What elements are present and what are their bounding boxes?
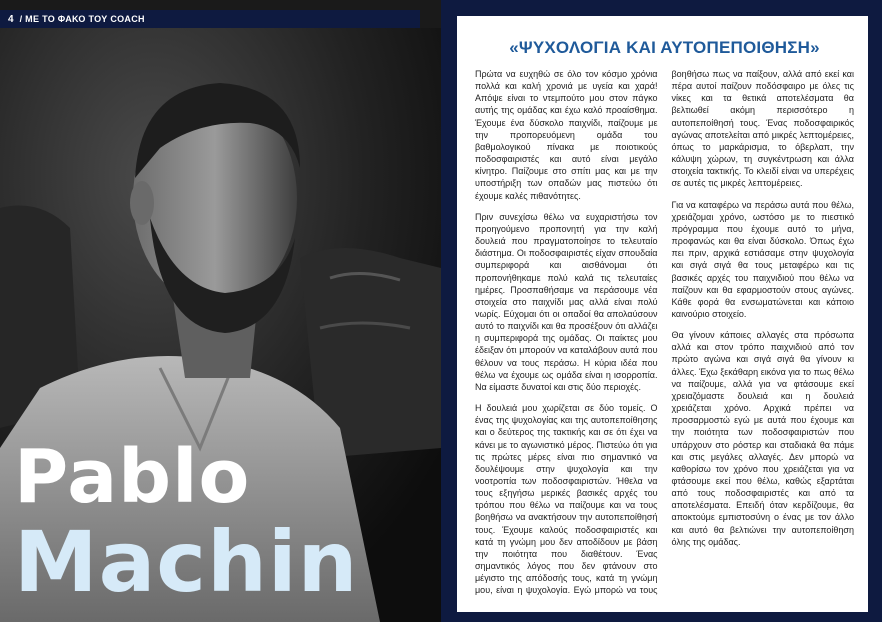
article-panel (457, 16, 868, 612)
article-paragraph: Θα γίνουν κάποιες αλλαγές στα πρόσωπα αλλά και στον τρόπο παιχνιδιού από τον πρώτο αγώνα και σιγά σιγά θα γίνουν κι άλλες. Έχω ξεκάθαρη εικόνα για το πως θέλω να παίζουμε, αλλά για να φτάσουμε εκεί χρειαζόμαστε δουλειά και η δουλειά χρειάζεται χρόνο. Αρχικά πρέπει να προσαρμοστώ εγώ με αυτά που έχουμε και την ποιότητα των ποδοσφαιριστών που υπάρχουν στο ρόστερ και σταδιακά θα πάμε και στις μεγάλες αλλαγές. Δεν μπορώ να καθορίσω τον χρόνο που χρειάζεται για να φτάσουμε εκεί που θέλω, καθώς εξαρτάται από τους ποδοσφαιριστές και από τα αποτελέσματα. Επειδή όταν κερδίζουμε, θα αποκτούμε εμπιστοσύνη ο ένας με τον άλλο και αυτό θα βελτιώνει την αυτοπεποίθηση όλης της ομάδας. (671, 330, 854, 547)
article-paragraph: Η δουλειά μου χωρίζεται σε δύο τομείς. Ο ένας της ψυχολογίας και της αυτοπεποίθησης και ο δεύτερος της τακτικής και σε ότι έχει να κάνει με το αγωνιστικό μέρος. Πιστεύω ότι για τις πρώτες μέρες είναι πιο σημαντικό να δουλέψουμε στην ψυχολογία και την νοοτροπία των ποδοσφαιριστών. Ήθελα να τους εξηγήσω μερικές βασικές αρχές του τρόπου που θέλω να παίζουμε και να τους βοηθήσω να ανακτήσουν την αυτοπεποίθησή τους. Έχουμε καλούς ποδοσφαιριστές και κατά τη γνώμη μου δεν αποδίδουν με βάση την ποιότητα που διαθέτουν. Ένας σημαντικός λόγος που δεν φτάνουν στο μέγιστο της απόδοσής τους, κατά τη γνώμη μου, είναι η ψυχολογία. Εγώ μπορώ να τους βοηθήσω πως να παίξουν, αλλά από εκεί και πέρα αυτοί παίζουν ποδόσφαιρο με όλες τις νίκες και τα θετικά αποτελέσματα θα βελτιωθεί ακόμη περισσότερο η αυτοπεποίθησή τους. Ένας ποδοσφαιρικός αγώνας αποτελείται από μικρές λεπτομέρειες, όπως το μαρκάρισμα, το όβερλαπ, την κάλυψη χώρων, τη συγκέντρωση και άλλα στοιχεία τακτικής. Το κλειδί είναι να υπερέχεις σε αυτές τις μικρές λεπτομέρειες. (475, 69, 854, 596)
coach-first-name: Pablo (14, 434, 251, 520)
right-page (441, 0, 882, 622)
article-body (475, 68, 854, 598)
article-paragraph: Πρώτα να ευχηθώ σε όλο τον κόσμο χρόνια πολλά και καλή χρονιά με υγεία και χαρά! Απόψε είναι το ντεμπούτο μου στον πάγκο αυτής της ομάδας και έχω καλό προαίσθημα. Έχουμε ένα δύσκολο παιχνίδι, παίζουμε με την προπορευόμενη ομάδα του βαθμολογικού πίνακα με ποιοτικούς ποδοσφαιριστές και αυτό είναι μεγάλο κίνητρο. Παίζουμε στο σπίτι μας και με την υποστήριξη των οπαδών μας πιστεύω ότι έχουμε καλές πιθανότητες. (475, 69, 658, 201)
article-paragraph: Πριν συνεχίσω θέλω να ευχαριστήσω τον προηγούμενο προπονητή για την καλή δουλειά που πραγματοποίησε το τελευταίο διάστημα. Οι ποδοσφαιριστές είχαν σπουδαία συμπεριφορά και αισθάνομαι ότι προπονήθηκαμε πολύ καλά τις τελευταίες ημέρες. Προσπαθήσαμε να περάσουμε νέα στοιχεία στο παιχνίδι μας αλλά είναι πολύ νωρίς. Εύχομαι ότι οι οπαδοί θα απολαύσουν αυτό το παιχνίδι και θα προσέξουν ότι αλλάζει η συμπεριφορά της ομάδας. Οι παίκτες μου έδειξαν ότι μπορούν να καταλάβουν αυτά που θέλουν να τους περάσω. Η κύρια ιδέα που θέλω να έχουμε ως ομάδα είναι η ισορροπία. Να είμαστε δυνατοί και στις δύο περιοχές. (475, 211, 658, 392)
section-label: / ΜΕ ΤΟ ΦΑΚΟ ΤΟΥ COACH (19, 14, 145, 24)
article-paragraph: Για να καταφέρω να περάσω αυτά που θέλω, χρειάζομαι χρόνο, ωστόσο με το πιεστικό πρόγραμμα που έχουμε αυτό το μήνα, προφανώς και θα είναι δύσκολο. Όπως έχω πει πριν, αρχικά εστιάσαμε στην ψυχολογία και σιγά σιγά θα τους μεταφέρω και τις βασικές αρχές του παιχνιδιού που θέλω να παίζουν και θα εφαρμοστούν στους αγώνες. Κάθε φορά θα ενσωματώνεται και κάποιο καινούριο στοιχείο. (671, 199, 854, 319)
article-title: «ΨΥΧΟΛΟΓΙΑ ΚΑΙ ΑΥΤΟΠΕΠΟΙΘΗΣΗ» (509, 38, 820, 57)
page-header-bar (0, 10, 420, 28)
page-number: 4 (8, 13, 14, 25)
coach-last-name: Machin (14, 513, 359, 611)
